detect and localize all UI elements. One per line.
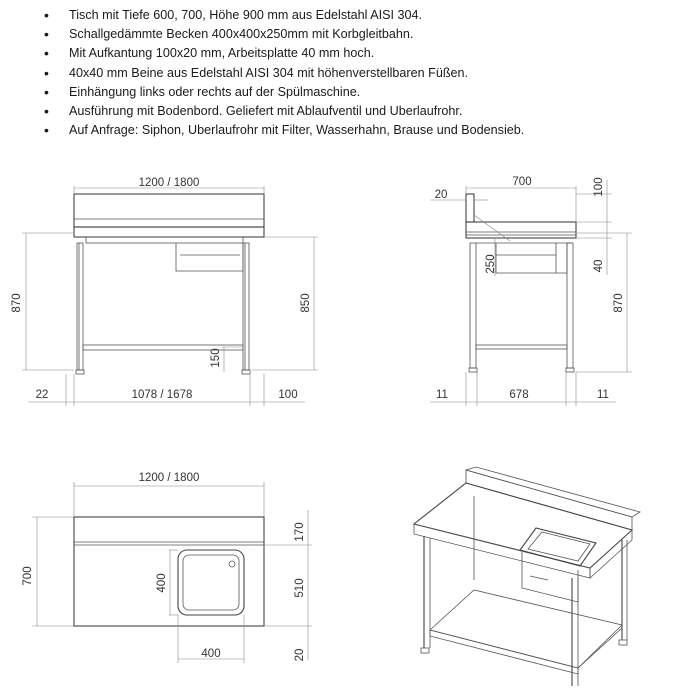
side-inner-depth: 678: [509, 389, 529, 401]
side-left-offset: 11: [436, 389, 448, 401]
front-view: [11, 177, 318, 406]
bullet-icon: •: [44, 26, 49, 43]
bullet-icon: •: [44, 64, 49, 81]
front-leg-left: [77, 243, 83, 370]
iso-shelf: [430, 590, 622, 668]
feature-item: • 40x40 mm Beine aus Edelstahl AISI 304 mit höhenverstellbaren Füßen.: [44, 64, 524, 83]
side-top-thickness: 40: [593, 259, 605, 273]
bullet-icon: •: [44, 83, 49, 100]
feature-item: • Einhängung links oder rechts auf der Spülmaschine.: [44, 83, 524, 102]
top-view: [22, 472, 312, 663]
side-height: 870: [613, 293, 625, 313]
top-bowl-width: 400: [201, 648, 221, 660]
side-upstand-thickness: 20: [434, 189, 448, 201]
side-leg-right: [567, 243, 573, 368]
side-worktop: [466, 222, 576, 238]
isometric-view: [414, 467, 640, 686]
iso-bowl: [520, 528, 596, 566]
front-inner-width: 1078 / 1678: [131, 389, 193, 401]
front-width-label: 1200 / 1800: [138, 177, 200, 189]
front-worktop: [74, 227, 264, 237]
top-width: 1200 / 1800: [138, 472, 200, 484]
feature-item: • Mit Aufkantung 100x20 mm, Arbeitsplatte 40 mm hoch.: [44, 44, 524, 63]
feature-item: • Ausführung mit Bodenbord. Geliefert mit Ablaufventil und Uberlaufrohr.: [44, 102, 524, 121]
front-left-offset: 22: [35, 389, 49, 401]
top-bowl-height: 400: [156, 573, 168, 593]
feature-item: • Auf Anfrage: Siphon, Uberlaufrohr mit Filter, Wasserhahn, Brause und Bodensieb.: [44, 121, 524, 140]
front-leg-right: [243, 243, 249, 370]
side-right-offset: 11: [597, 389, 609, 401]
front-shelf-height: 150: [210, 348, 222, 368]
feature-item: • Tisch mit Tiefe 600, 700, Höhe 900 mm aus Edelstahl AISI 304.: [44, 6, 524, 25]
top-rear-dim: 170: [294, 522, 306, 542]
side-upstand: [466, 194, 474, 222]
front-right-offset: 100: [278, 389, 298, 401]
side-leg-left: [470, 243, 476, 368]
iso-worktop: [414, 483, 632, 568]
bullet-icon: •: [44, 103, 49, 120]
front-height-850: 850: [300, 293, 312, 313]
drain-icon: [229, 561, 235, 567]
top-bowl-outer: [178, 550, 244, 615]
front-upstand-outline: [74, 194, 264, 227]
bullet-icon: •: [44, 122, 49, 139]
bullet-icon: •: [44, 7, 49, 23]
side-view: [430, 176, 632, 406]
bullet-icon: •: [44, 45, 49, 62]
top-depth: 700: [22, 566, 34, 586]
side-depth: 700: [512, 176, 532, 188]
top-bowl-inner: [183, 555, 239, 610]
feature-item: • Schallgedämmte Becken 400x400x250mm mit Korbgleitbahn.: [44, 25, 524, 44]
side-bowl-depth: 250: [485, 254, 497, 274]
top-front-edge: 20: [294, 648, 306, 662]
front-height-870: 870: [11, 293, 23, 313]
top-front-to-bowl: 510: [294, 578, 306, 598]
side-upstand-height: 100: [593, 177, 605, 197]
